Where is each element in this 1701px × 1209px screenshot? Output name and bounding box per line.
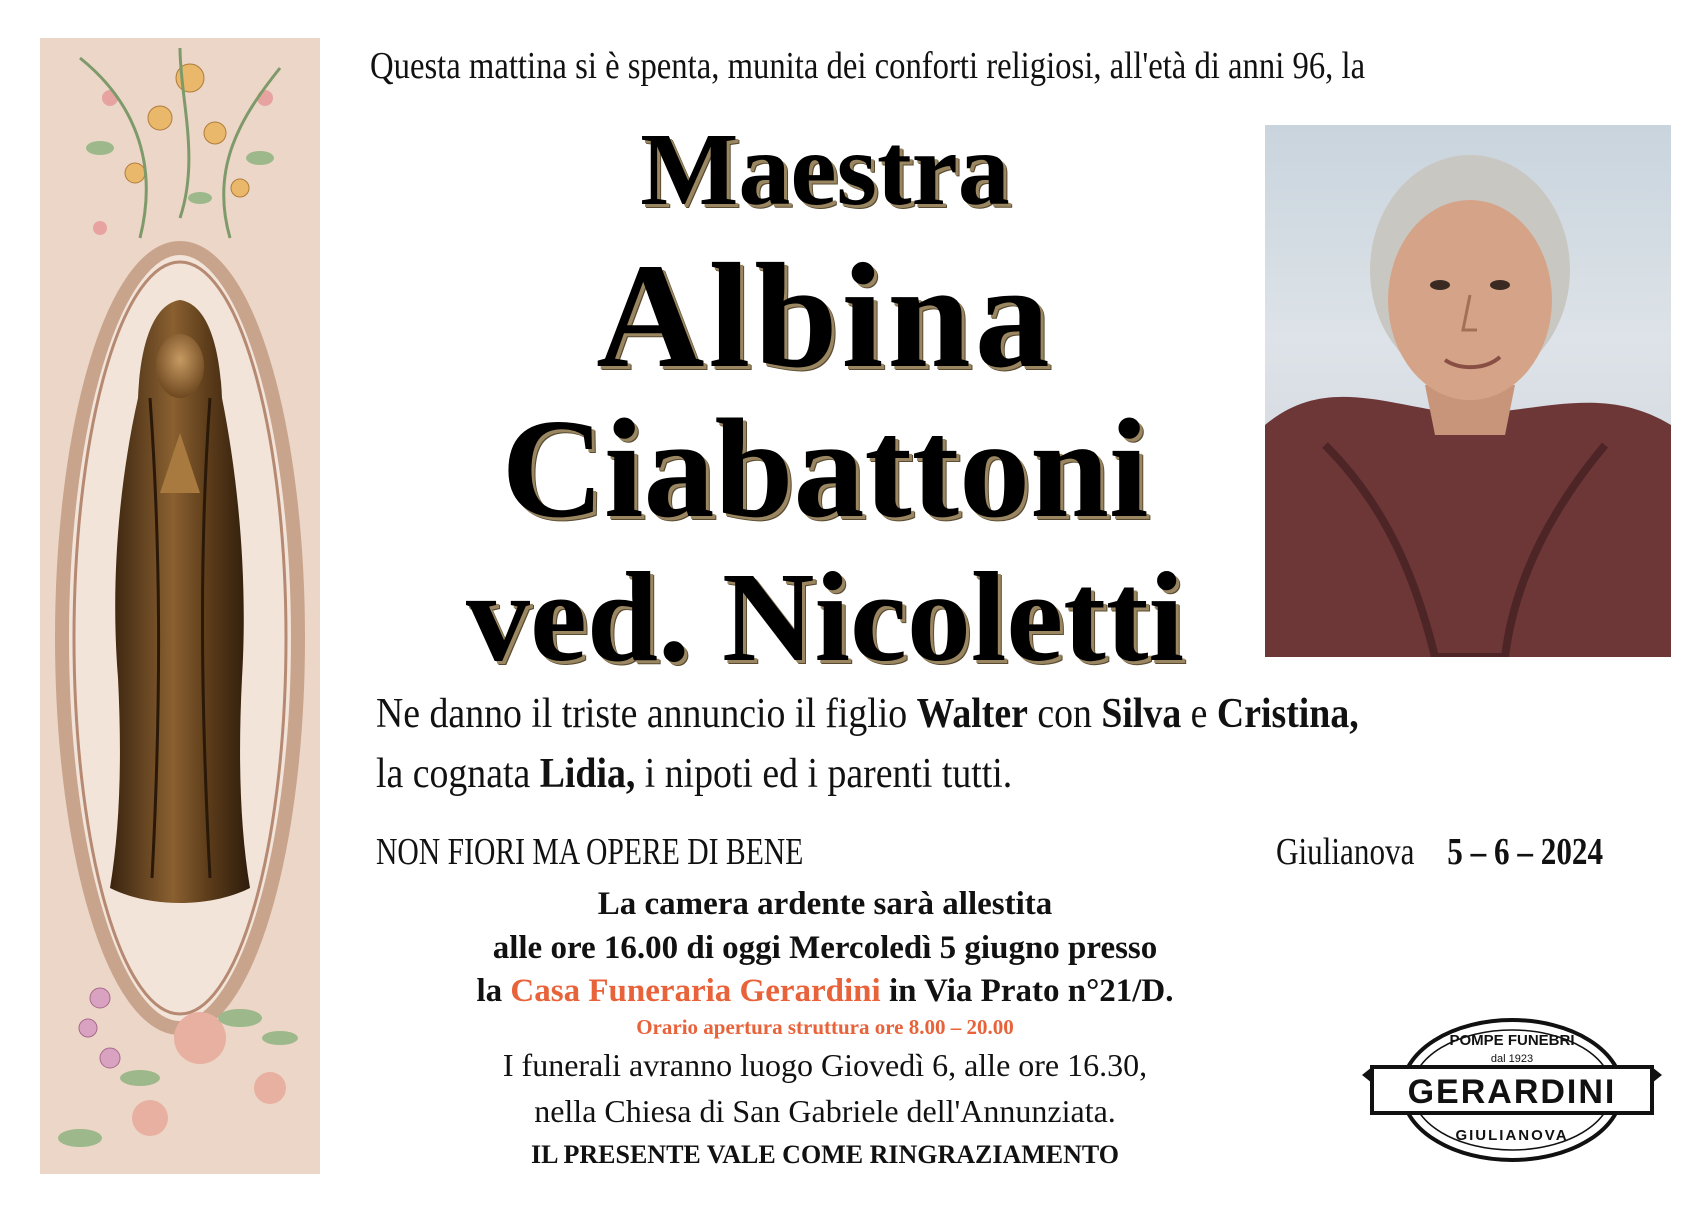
deceased-first-name: Albina <box>596 233 1054 399</box>
viewing-line-3 <box>370 973 1280 1010</box>
logo-since-text: dal 1923 <box>1490 1053 1534 1065</box>
logo-city-text: GIULIANOVA <box>1455 1127 1569 1144</box>
viewing-line-2: alle ore 16.00 di oggi Mercoledì 5 giugno presso <box>492 930 1158 966</box>
announcement-text: e <box>1181 691 1217 737</box>
announcement-text: la cognata <box>376 751 540 797</box>
deceased-widow-of: ved. Nicoletti <box>466 546 1184 688</box>
deceased-surname: Ciabattoni <box>501 389 1149 547</box>
funeral-home-logo <box>1362 1015 1662 1165</box>
deceased-title: Maestra <box>640 112 1010 227</box>
viewing-line-1: La camera ardente sarà allestita <box>597 886 1053 922</box>
funeral-home-name: Casa Funeraria Gerardini <box>510 973 881 1009</box>
relative-name: Walter <box>916 691 1028 737</box>
madonna-decorative-panel <box>40 38 320 1174</box>
no-flowers-note: NON FIORI MA OPERE DI BENE <box>376 831 804 873</box>
thanks-note: IL PRESENTE VALE COME RINGRAZIAMENTO <box>530 1140 1120 1169</box>
place-and-date <box>1276 830 1603 874</box>
portrait-photo <box>1265 125 1671 657</box>
place: Giulianova <box>1276 831 1415 873</box>
intro-text: Questa mattina si è spenta, munita dei conforti religiosi, all'età di anni 96, la <box>370 45 1366 87</box>
madonna-illustration <box>40 38 320 1174</box>
opening-hours: Orario apertura struttura ore 8.00 – 20.00 <box>636 1015 1014 1039</box>
announcement-line-1 <box>376 690 1359 738</box>
announcement-text: con <box>1027 691 1102 737</box>
viewing-text: la <box>476 973 511 1009</box>
relative-name: Lidia, <box>539 751 636 797</box>
date: 5 – 6 – 2024 <box>1447 831 1604 873</box>
relative-name: Cristina, <box>1216 691 1359 737</box>
viewing-text: in Via Prato n°21/D. <box>880 973 1174 1009</box>
announcement-text: Ne danno il triste annuncio il figlio <box>376 691 917 737</box>
announcement-text: i nipoti ed i parenti tutti. <box>635 751 1013 797</box>
announcement-line-2 <box>376 750 1012 798</box>
logo-top-text: POMPE FUNEBRI <box>1449 1032 1575 1049</box>
funeral-line-2: nella Chiesa di San Gabriele dell'Annunziata. <box>534 1093 1116 1129</box>
relative-name: Silva <box>1101 691 1182 737</box>
logo-name-text: GERARDINI <box>1407 1073 1617 1111</box>
funeral-line-1: I funerali avranno luogo Giovedì 6, alle ore 16.30, <box>502 1047 1148 1083</box>
